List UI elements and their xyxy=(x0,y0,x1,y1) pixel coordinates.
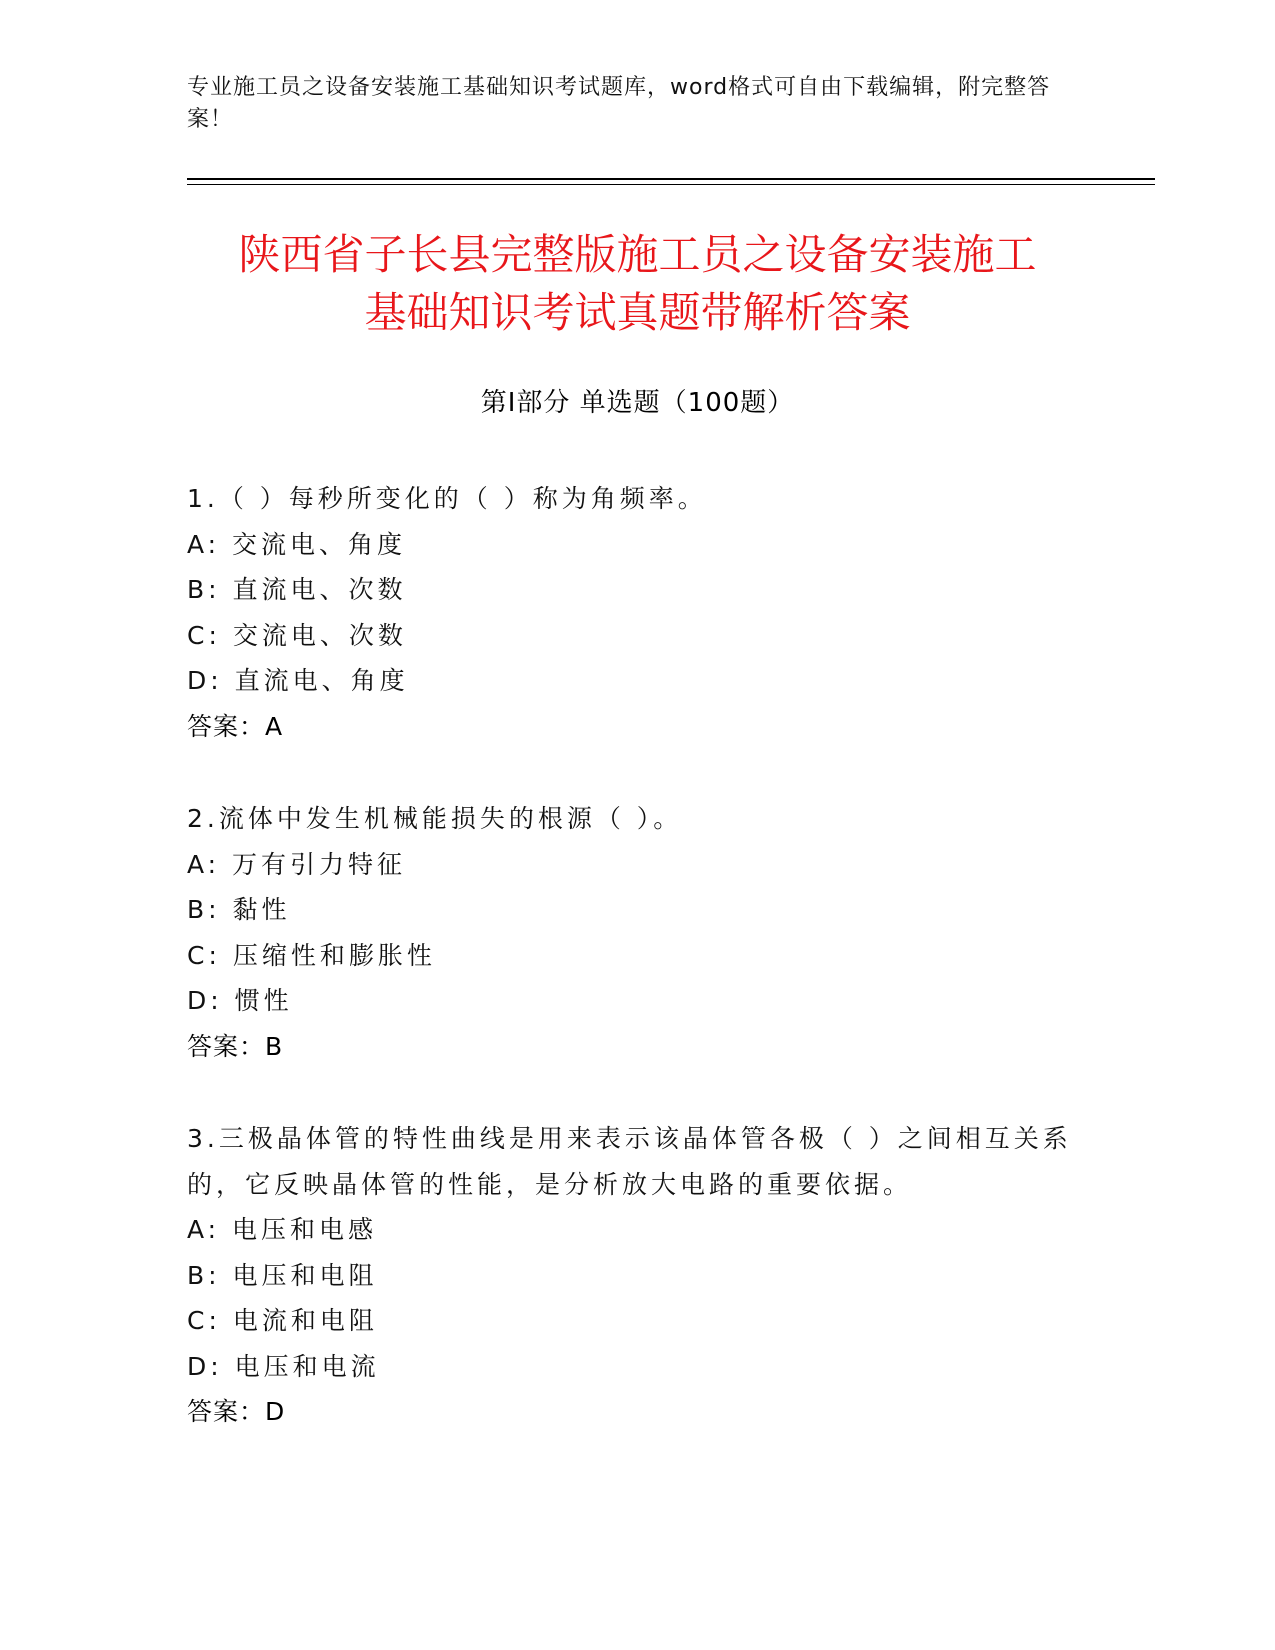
option-a: A: 交流电、角度 xyxy=(187,529,407,559)
option-c: C: 交流电、次数 xyxy=(187,620,407,650)
question-2 xyxy=(187,796,1087,1069)
option-a: A: 电压和电感 xyxy=(187,1215,378,1244)
question-stem: 3.三极晶体管的特性曲线是用来表示该晶体管各极（ ）之间相互关系的，它反映晶体管的性能，是分析放大电路的重要依据。 xyxy=(187,1124,1072,1199)
answer: 答案：B xyxy=(187,1031,284,1061)
question-3 xyxy=(187,1116,1087,1435)
header-note: 专业施工员之设备安装施工基础知识考试题库，word格式可自由下载编辑，附完整答案！ xyxy=(187,75,1051,132)
document-title-line-1: 陕西省子长县完整版施工员之设备安装施工 xyxy=(238,230,1037,279)
option-d: D: 电压和电流 xyxy=(187,1351,380,1381)
option-a: A: 万有引力特征 xyxy=(187,849,407,879)
option-b: B: 直流电、次数 xyxy=(187,575,407,604)
answer: 答案：A xyxy=(187,711,284,741)
question-list xyxy=(187,476,1087,1482)
option-d: D: 直流电、角度 xyxy=(187,666,409,695)
header-divider-thick xyxy=(187,178,1155,180)
option-d: D: 惯性 xyxy=(187,986,293,1015)
option-c: C: 电流和电阻 xyxy=(187,1306,378,1335)
section-title: 第Ⅰ部分 单选题（100题） xyxy=(480,388,795,418)
option-b: B: 电压和电阻 xyxy=(187,1260,378,1290)
document-title xyxy=(140,226,1135,342)
question-1 xyxy=(187,476,1087,749)
option-b: B: 黏性 xyxy=(187,895,291,924)
option-c: C: 压缩性和膨胀性 xyxy=(187,940,436,970)
question-stem: 2.流体中发生机械能损失的根源（ ）。 xyxy=(187,804,683,833)
document-title-line-2: 基础知识考试真题带解析答案 xyxy=(364,288,911,337)
answer: 答案：D xyxy=(187,1397,286,1426)
header-divider-thin xyxy=(187,184,1155,185)
question-stem: 1.（ ）每秒所变化的（ ）称为角频率。 xyxy=(187,484,707,513)
